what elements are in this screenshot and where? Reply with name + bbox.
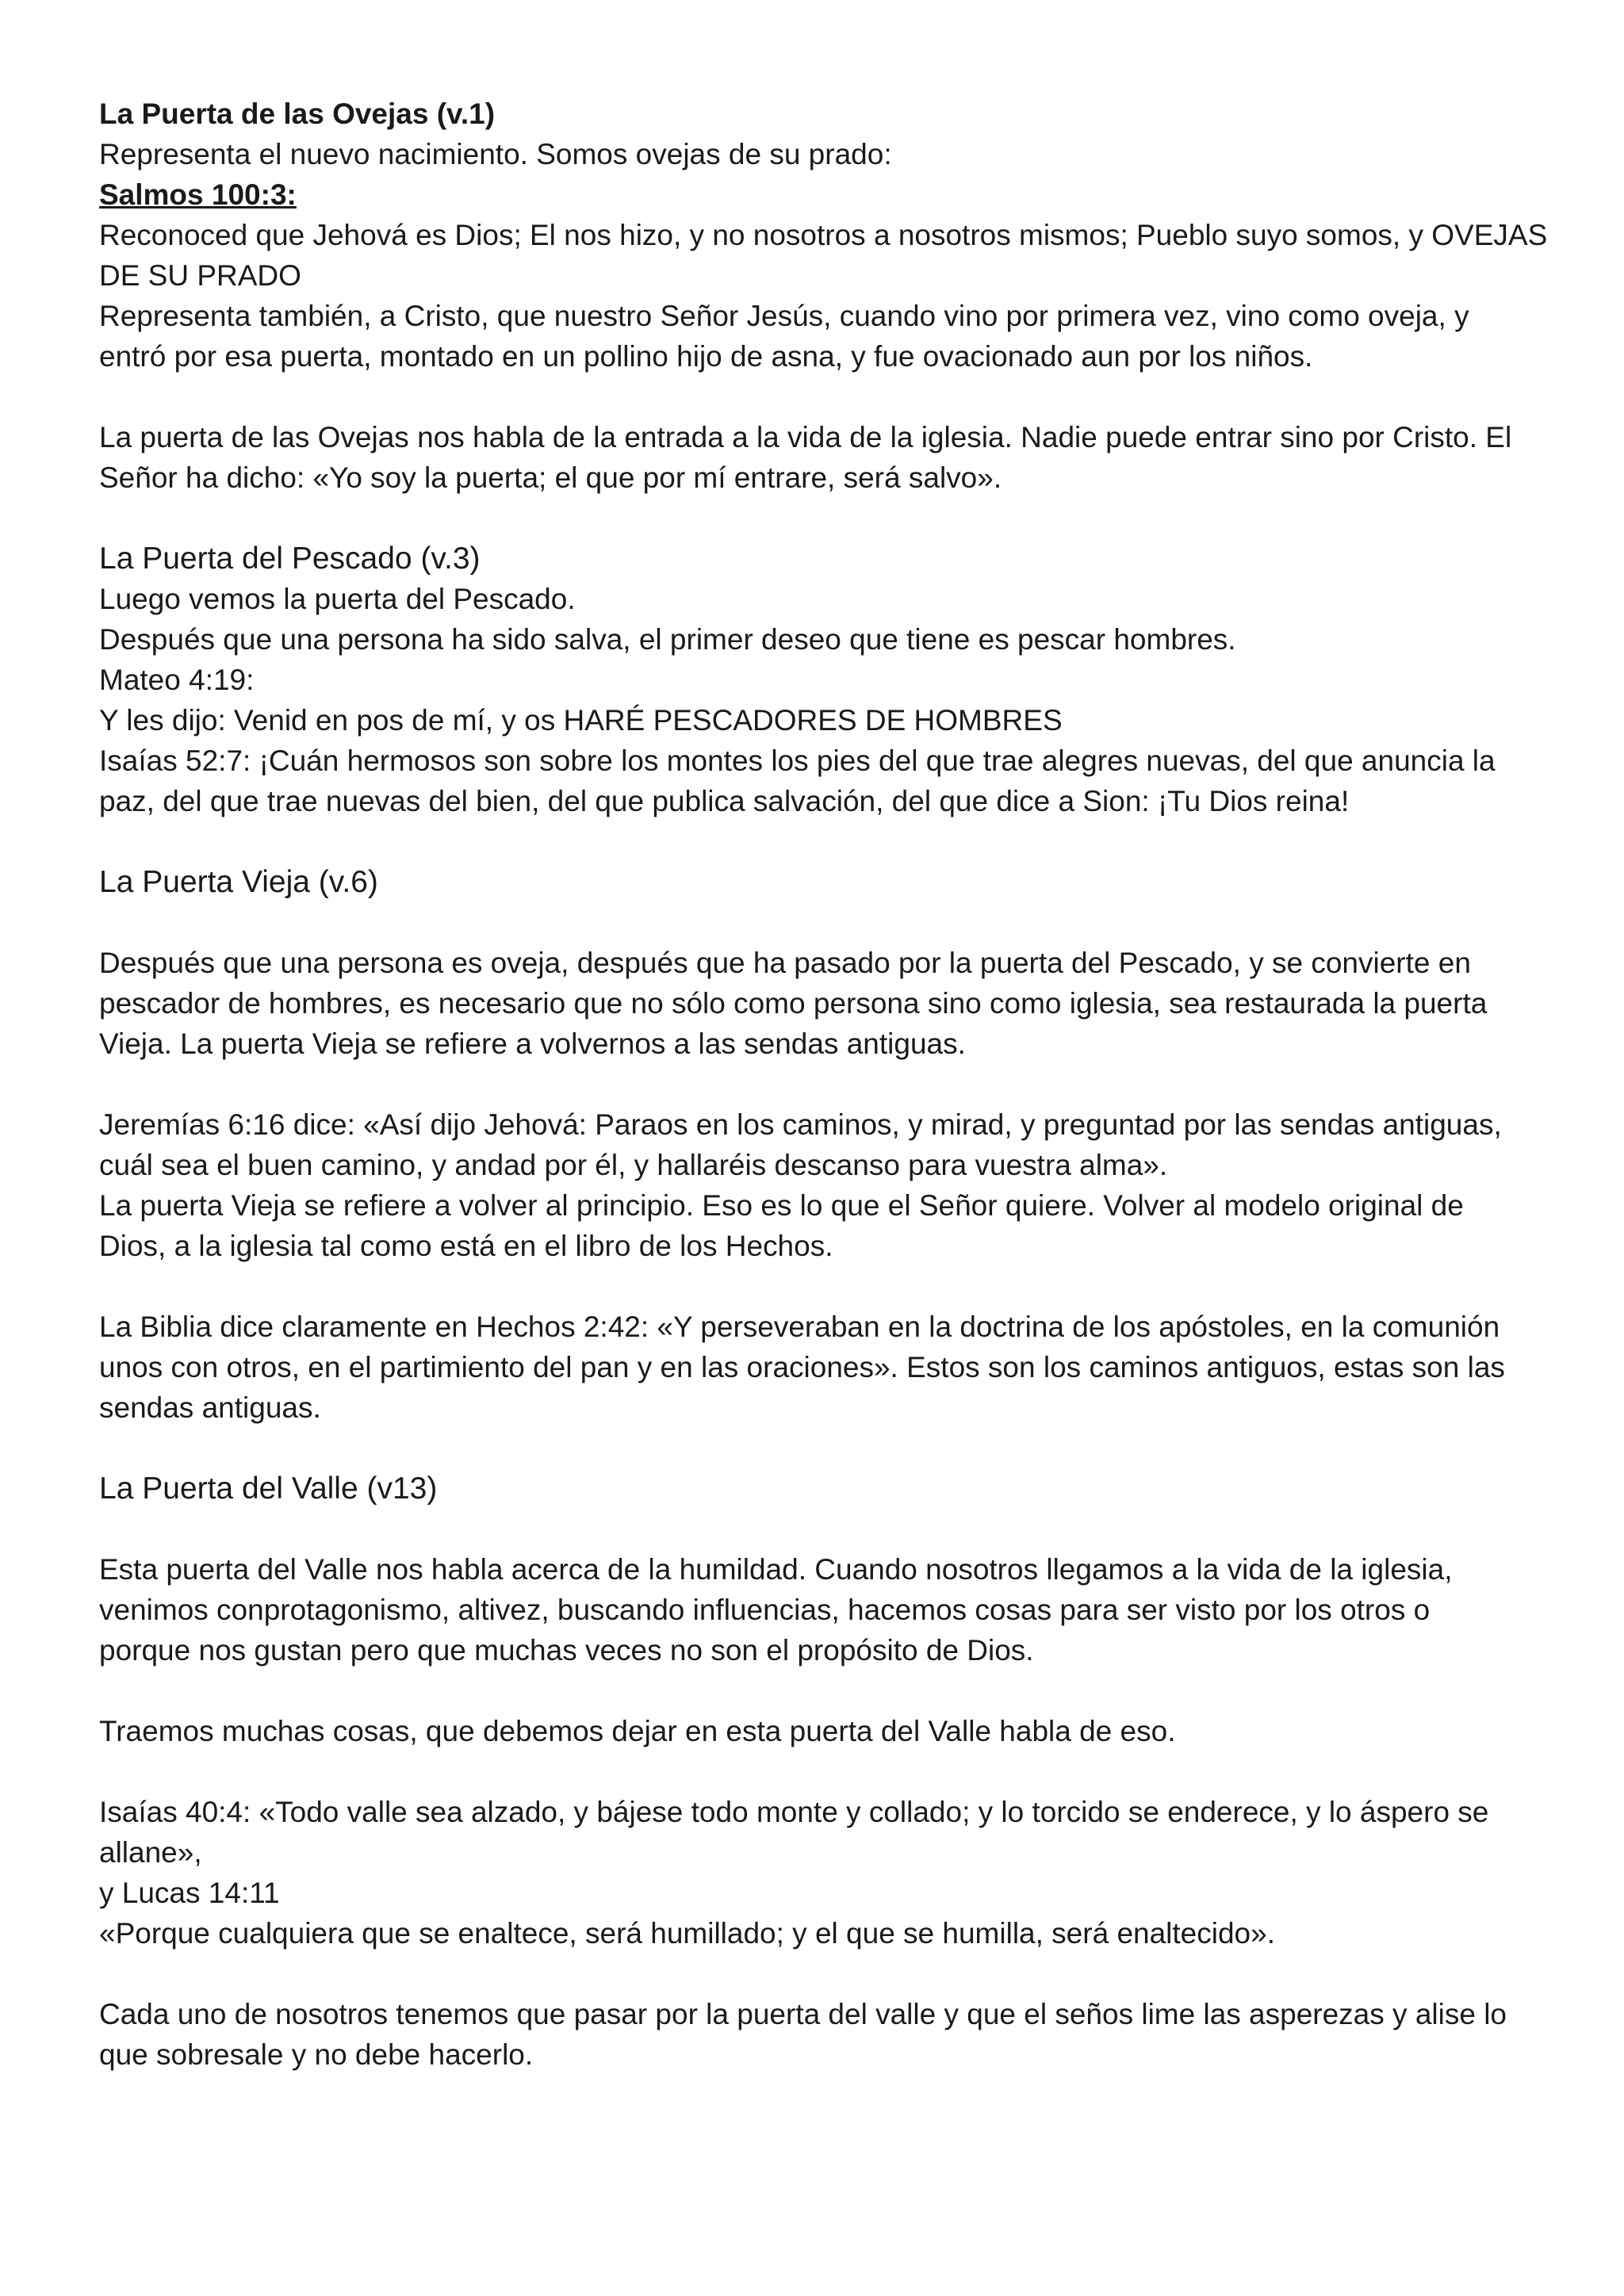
text-line: venimos conprotagonismo, altivez, buscando influencias, hacemos cosas para ser visto por los otros o [99, 1594, 1431, 1626]
text-line: Luego vemos la puerta del Pescado. [99, 583, 576, 615]
text-line: y Lucas 14:11 [99, 1877, 280, 1909]
text-line: La Biblia dice claramente en Hechos 2:42: «Y perseveraban en la doctrina de los apóstoles, en la comunión [99, 1311, 1500, 1343]
text-line: La puerta de las Ovejas nos habla de la entrada a la vida de la iglesia. Nadie puede entrar sino por Cristo. El [99, 421, 1512, 453]
text-line: porque nos gustan pero que muchas veces no son el propósito de Dios. [99, 1634, 1034, 1667]
text-line: Señor ha dicho: «Yo soy la puerta; el que por mí entrare, será salvo». [99, 461, 1002, 494]
paragraph-gap [99, 902, 1550, 943]
paragraph-gap [99, 1428, 1550, 1468]
document-page [99, 94, 1550, 2075]
text-line: Traemos muchas cosas, que debemos dejar en esta puerta del Valle habla de eso. [99, 1715, 1176, 1747]
section-title-valle: La Puerta del Valle (v13) [99, 1471, 438, 1506]
text-line: DE SU PRADO [99, 259, 301, 292]
section-title-vieja: La Puerta Vieja (v.6) [99, 865, 378, 899]
text-line: Representa el nuevo nacimiento. Somos ovejas de su prado: [99, 138, 892, 170]
paragraph-gap [99, 377, 1550, 417]
scripture-reference: Salmos 100:3: [99, 178, 297, 211]
text-line: entró por esa puerta, montado en un pollino hijo de asna, y fue ovacionado aun por los niños. [99, 340, 1313, 373]
text-line: Después que una persona es oveja, después que ha pasado por la puerta del Pescado, y se convierte en [99, 947, 1471, 979]
text-line: Reconoced que Jehová es Dios; El nos hizo, y no nosotros a nosotros mismos; Pueblo suyo somos, y OVEJAS [99, 219, 1548, 251]
scripture-reference: Mateo 4:19: [99, 664, 255, 696]
text-line: cuál sea el buen camino, y andad por él, y hallaréis descanso para vuestra alma». [99, 1149, 1168, 1181]
text-line: paz, del que trae nuevas del bien, del que publica salvación, del que dice a Sion: ¡Tu Dios reina! [99, 785, 1350, 817]
text-line: que sobresale y no debe hacerlo. [99, 2038, 534, 2071]
text-line: sendas antiguas. [99, 1391, 321, 1424]
paragraph-gap [99, 1064, 1550, 1104]
paragraph-gap [99, 1670, 1550, 1711]
text-line: unos con otros, en el partimiento del pan y en las oraciones». Estos son los caminos antiguos, estas son las [99, 1351, 1505, 1383]
text-line: Después que una persona ha sido salva, el primer deseo que tiene es pescar hombres. [99, 623, 1236, 656]
text-line: Isaías 40:4: «Todo valle sea alzado, y bájese todo monte y collado; y lo torcido se enderece, y lo áspero se [99, 1796, 1489, 1828]
paragraph-gap [99, 1509, 1550, 1549]
text-line: Representa también, a Cristo, que nuestro Señor Jesús, cuando vino por primera vez, vino como oveja, y [99, 300, 1469, 332]
text-line: allane», [99, 1836, 202, 1869]
paragraph-gap [99, 821, 1550, 862]
text-line: Jeremías 6:16 dice: «Así dijo Jehová: Paraos en los caminos, y mirad, y preguntad por las sendas antiguas, [99, 1108, 1502, 1141]
text-line: Dios, a la iglesia tal como está en el libro de los Hechos. [99, 1230, 833, 1262]
text-line: pescador de hombres, es necesario que no sólo como persona sino como iglesia, sea restaurada la puerta [99, 987, 1488, 1020]
text-line: Esta puerta del Valle nos habla acerca de la humildad. Cuando nosotros llegamos a la vida de la iglesia, [99, 1553, 1453, 1586]
text-line: «Porque cualquiera que se enaltece, será humillado; y el que se humilla, será enaltecido». [99, 1917, 1275, 1950]
text-line: La puerta Vieja se refiere a volver al principio. Eso es lo que el Señor quiere. Volver al modelo original de [99, 1189, 1464, 1222]
paragraph-gap [99, 1266, 1550, 1307]
section-title-ovejas: La Puerta de las Ovejas (v.1) [99, 98, 496, 130]
text-line: Vieja. La puerta Vieja se refiere a volvernos a las sendas antiguas. [99, 1027, 966, 1060]
section-title-pescado: La Puerta del Pescado (v.3) [99, 541, 481, 576]
text-line: Cada uno de nosotros tenemos que pasar por la puerta del valle y que el seños lime las asperezas y alise lo [99, 1998, 1507, 2030]
paragraph-gap [99, 1954, 1550, 1994]
text-line: Isaías 52:7: ¡Cuán hermosos son sobre los montes los pies del que trae alegres nuevas, del que anuncia la [99, 744, 1496, 777]
paragraph-gap [99, 498, 1550, 538]
text-line: Y les dijo: Venid en pos de mí, y os HARÉ PESCADORES DE HOMBRES [99, 704, 1063, 737]
paragraph-gap [99, 1751, 1550, 1792]
